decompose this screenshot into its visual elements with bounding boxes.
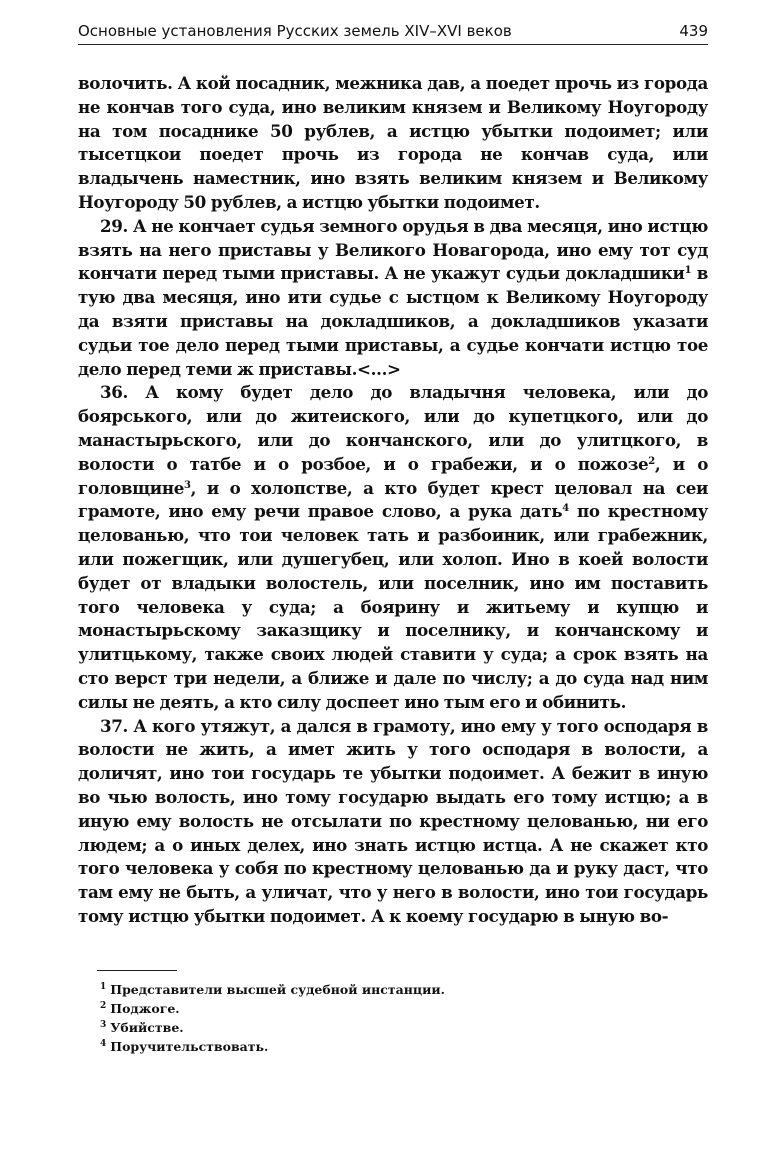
paragraph-text: 36. А кому будет дело до владычня человека, или до боярського, или до житеиского, или до купетцкого, или до манастырьского, или до кончанского, или до улитцкого, в волости о татбе и о розбое, и о грабежи, и о пожозе <box>78 382 708 474</box>
main-text <box>78 72 708 929</box>
article-29 <box>78 215 708 382</box>
page-number: 439 <box>679 22 708 40</box>
footnote-ref: 4 <box>562 503 569 515</box>
paragraph-continuation <box>78 72 708 215</box>
footnote-text: Поджоге. <box>110 1001 180 1016</box>
paragraph-text: в тую два месяця, ино ити судье с ыстцом к Великому Ноугороду да взяти приставы на докладшиков, а докладшиков указати судьи тое дело перед тыми приставы, а судье кончати истцю тое дело перед теми ж приставы.<...> <box>78 263 708 379</box>
footnote-separator <box>97 970 177 971</box>
paragraph-text: волочить. А кой посадник, межника дав, а поедет прочь из города не кончав того суда, ино великим князем и Великому Ноугороду на том посаднике 50 рублев, а истцю убытки подоимет; или тысетцкои поедет прочь из города не кончав суда, или владычень наместник, ино взять великим князем и Великому Ноугороду 50 рублев, а истцю убытки подоимет. <box>78 73 708 212</box>
footnote-text: Поручительствовать. <box>110 1039 269 1054</box>
article-37 <box>78 715 708 929</box>
paragraph-text: , и о холопстве, а кто будет крест целовал на сеи грамоте, ино ему речи правое слово, а рука дать <box>78 477 708 522</box>
running-header <box>78 22 708 45</box>
footnote-mark: 3 <box>100 1020 107 1030</box>
footnote <box>100 999 660 1018</box>
footnote <box>100 980 660 999</box>
paragraph-text: по крестному целованью, что тои человек тать и разбоиник, или грабежник, или пожегщик, или душегубец, или холоп. Ино в коей волости будет от владыки волостель, или поселник, ино им поставить того человека у суда; а боярину и житьему и купцю и монастырьскому заказщику и поселнику, и кончанскому и улитцькому, также своих людей ставити у суда; а срок взять на сто верст три недели, а ближе и дале по числу; а до суда над ним силы не деять, а кто силу доспеет ино тым его и обинить. <box>78 501 708 712</box>
paragraph-text: , и о головщине <box>78 453 709 498</box>
paragraph-text: 29. А не кончает судья земного орудья в два месяця, ино истцю взять на него приставы у Великого Новагорода, ино ему тот суд кончати перед тыми приставы. А не укажут судьи докладшики <box>78 215 708 284</box>
paragraph-text: 37. А кого утяжут, а дался в грамоту, ино ему у того осподаря в волости не жить, а имет жить у того осподаря в волости, а доличят, ино тои государь те убытки подоимет. А бежит в иную во чью волость, ино тому государю выдать его тому истцю; а в иную ему волость не отсылати по крестному целованью, ни его людем; а о иных делех, ино знать истцю истца. А не скажет кто того человека у собя по крестному целованью да и руку даст, что там ему не быть, а уличат, что у него в волости, ино тои государь тому истцю убытки подоимет. А к коему государю в ыную во- <box>78 715 708 926</box>
footnote-mark: 1 <box>100 982 107 992</box>
footnote <box>100 1037 660 1056</box>
footnotes <box>100 980 660 1056</box>
footnote-mark: 4 <box>100 1039 107 1049</box>
footnote <box>100 1018 660 1037</box>
footnote-text: Убийстве. <box>110 1020 184 1035</box>
footnote-ref: 1 <box>684 265 692 277</box>
footnote-ref: 2 <box>648 455 655 467</box>
running-title: Основные установления Русских земель XIV–XVI веков <box>78 22 512 40</box>
footnote-mark: 2 <box>100 1001 107 1011</box>
footnote-text: Представители высшей судебной инстанции. <box>110 982 445 997</box>
article-36 <box>78 381 708 714</box>
footnote-ref: 3 <box>183 479 191 491</box>
